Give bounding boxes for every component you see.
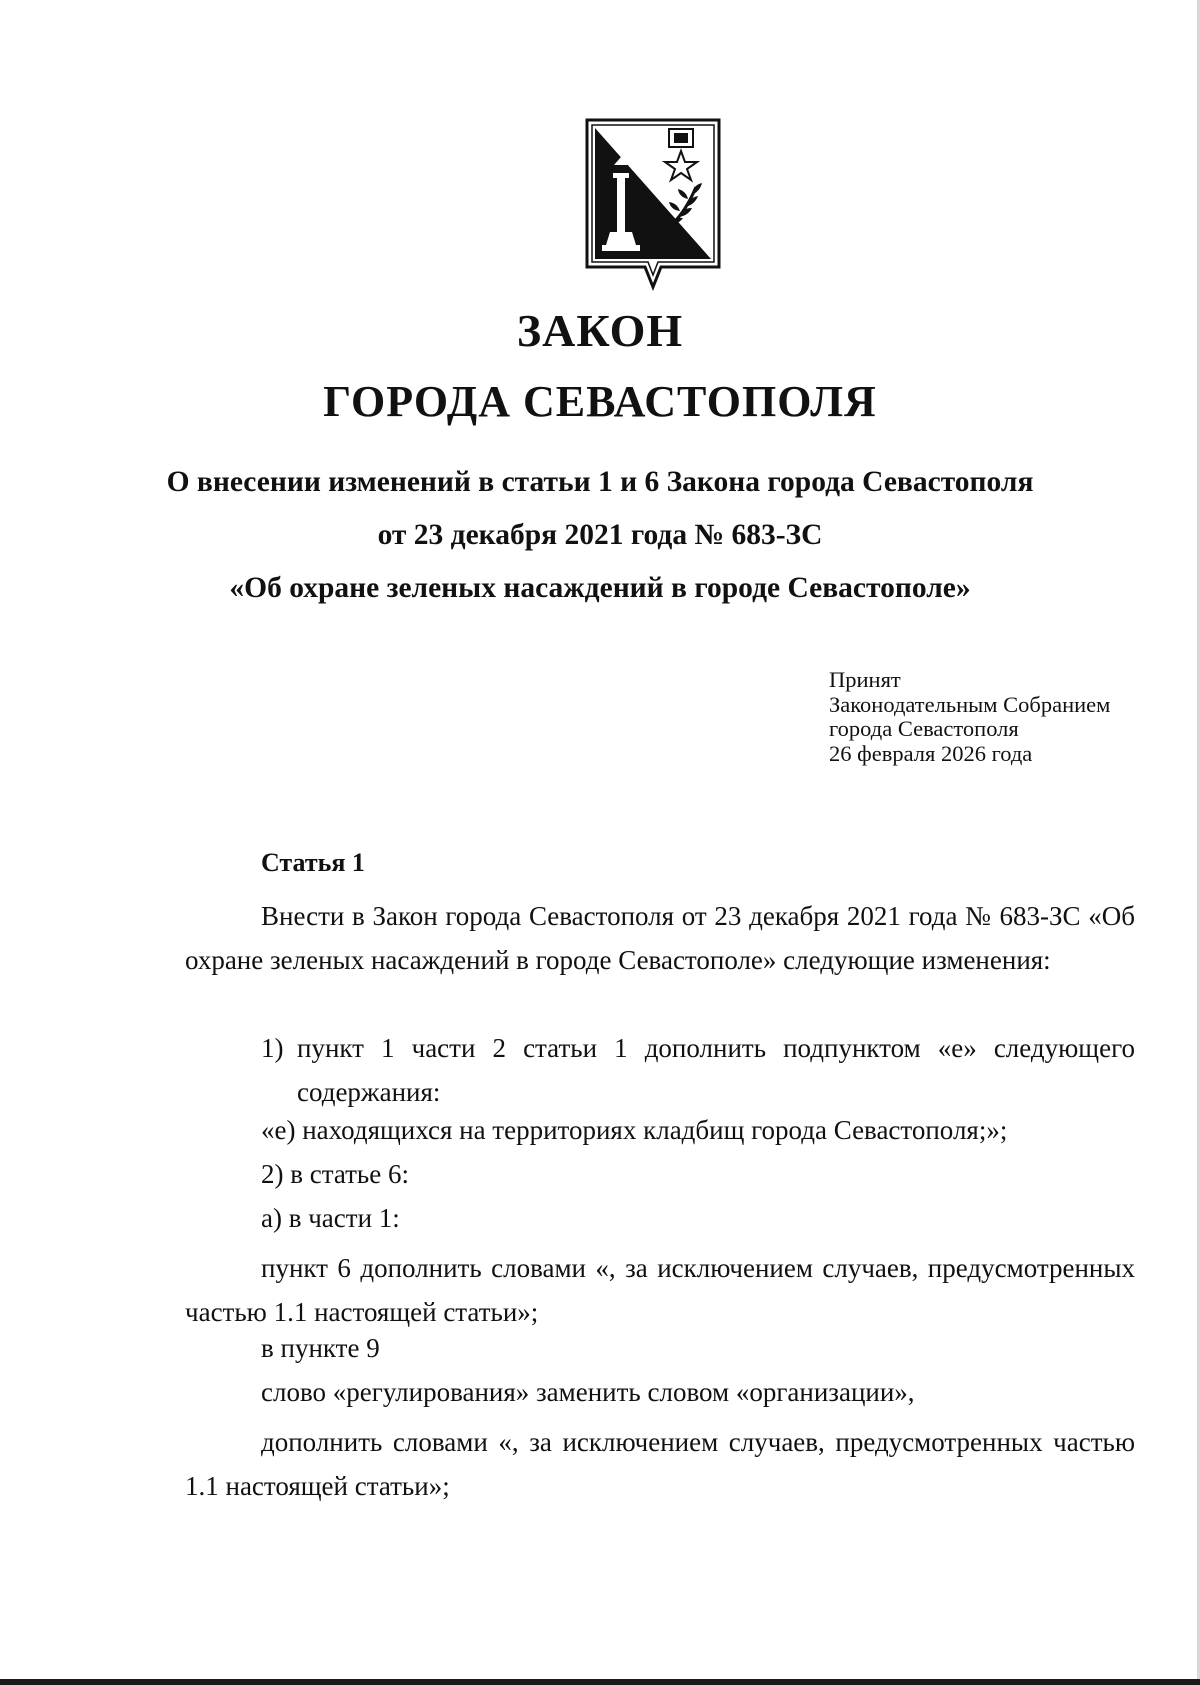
law-subtitle-line-2: от 23 декабря 2021 года № 683-ЗС xyxy=(377,519,823,551)
scan-edge-bottom xyxy=(0,1679,1200,1685)
adoption-block xyxy=(829,668,1110,766)
list-item-1 xyxy=(261,1026,1135,1114)
list-item-2a: а) в части 1: xyxy=(261,1203,400,1233)
document-city-title: ГОРОДА СЕВАСТОПОЛЯ xyxy=(323,377,877,426)
item-2a-point-9-add: дополнить словами «, за исключением случаев, предусмотренных частью 1.1 настоящей статьи»; xyxy=(185,1427,1135,1501)
adoption-line-1: Принят xyxy=(829,667,901,692)
list-item-1-number: 1) xyxy=(261,1033,284,1063)
list-item-1-text: пункт 1 части 2 статьи 1 дополнить подпунктом «е» следующего содержания: xyxy=(297,1033,1135,1107)
document-title: ЗАКОН xyxy=(516,305,684,356)
adoption-line-3: города Севастополя xyxy=(829,716,1019,741)
list-item-2: 2) в статье 6: xyxy=(261,1159,409,1189)
adoption-date: 26 февраля 2026 года xyxy=(829,740,1033,766)
sevastopol-coat-of-arms-icon xyxy=(584,117,722,291)
law-subtitle-line-1: О внесении изменений в статьи 1 и 6 Закона города Севастополя xyxy=(166,466,1034,498)
item-1-quote: «е) находящихся на территориях кладбищ города Севастополя;»; xyxy=(261,1115,1008,1145)
item-2a-point-6: пункт 6 дополнить словами «, за исключением случаев, предусмотренных частью 1.1 настоящей статьи»; xyxy=(185,1253,1135,1327)
law-subtitle-line-3: «Об охране зеленых насаждений в городе Севастополе» xyxy=(229,572,971,604)
adoption-line-2: Законодательным Собранием xyxy=(829,691,1111,717)
article-1-heading: Статья 1 xyxy=(261,848,365,877)
item-2a-point-9: в пункте 9 xyxy=(261,1333,380,1363)
article-1-intro: Внести в Закон города Севастополя от 23 декабря 2021 года № 683-ЗС «Об охране зеленых насаждений в городе Севастополе» следующие изменения: xyxy=(185,901,1135,975)
item-2a-point-9-replace: слово «регулирования» заменить словом «организации», xyxy=(261,1377,915,1407)
